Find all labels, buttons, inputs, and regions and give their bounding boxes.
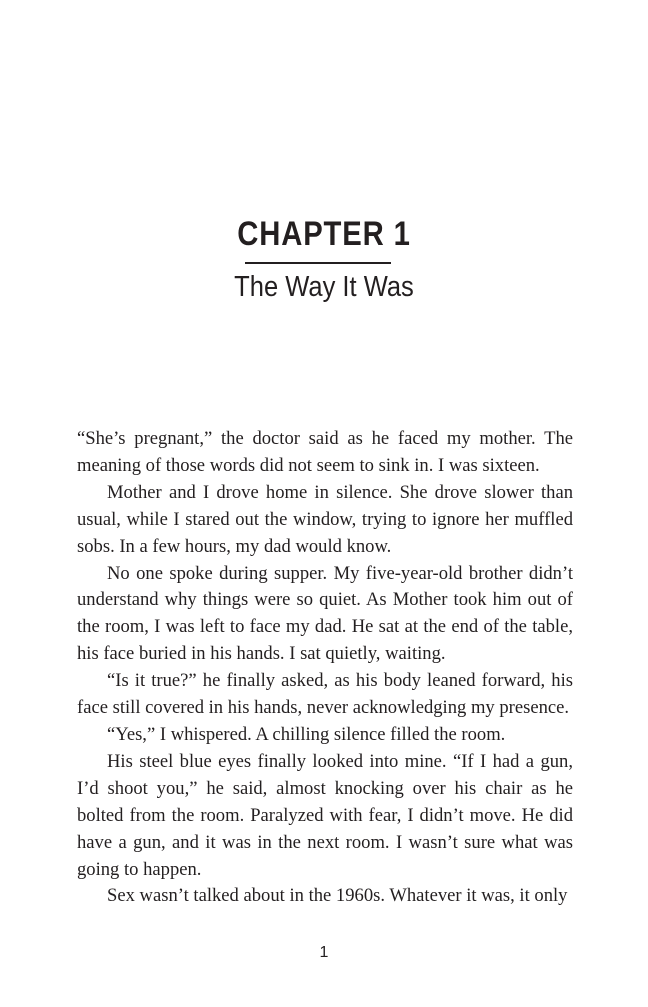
page-number: 1	[319, 944, 329, 961]
paragraph: “Is it true?” he finally asked, as his body leaned forward, his face still covered in his hands, never acknowledging my presence.	[77, 670, 573, 719]
chapter-title: The Way It Was	[234, 271, 414, 303]
paragraph: Sex wasn’t talked about in the 1960s. Whatever it was, it only	[107, 885, 568, 907]
paragraph: “Yes,” I whispered. A chilling silence filled the room.	[107, 723, 506, 745]
paragraph: Mother and I drove home in silence. She drove slower than usual, while I stared out the window, trying to ignore her muffled sobs. In a few hours, my dad would know.	[77, 481, 573, 557]
chapter-divider	[245, 262, 391, 264]
paragraph: His steel blue eyes finally looked into mine. “If I had a gun, I’d shoot you,” he said, almost knocking over his chair as he bolted from the room. Paralyzed with fear, I didn’t move. He did have a gun, and it was in the next room. I wasn’t sure what was going to happen.	[77, 750, 573, 880]
chapter-number: CHAPTER 1	[237, 215, 411, 253]
body-text	[77, 426, 573, 910]
paragraph: No one spoke during supper. My five-year-old brother didn’t understand why things were so quiet. As Mother took him out of the room, I was left to face my dad. He sat at the end of the table, his face buried in his hands. I sat quietly, waiting.	[77, 562, 573, 665]
paragraph: “She’s pregnant,” the doctor said as he faced my mother. The meaning of those words did not seem to sink in. I was sixteen.	[77, 428, 573, 476]
